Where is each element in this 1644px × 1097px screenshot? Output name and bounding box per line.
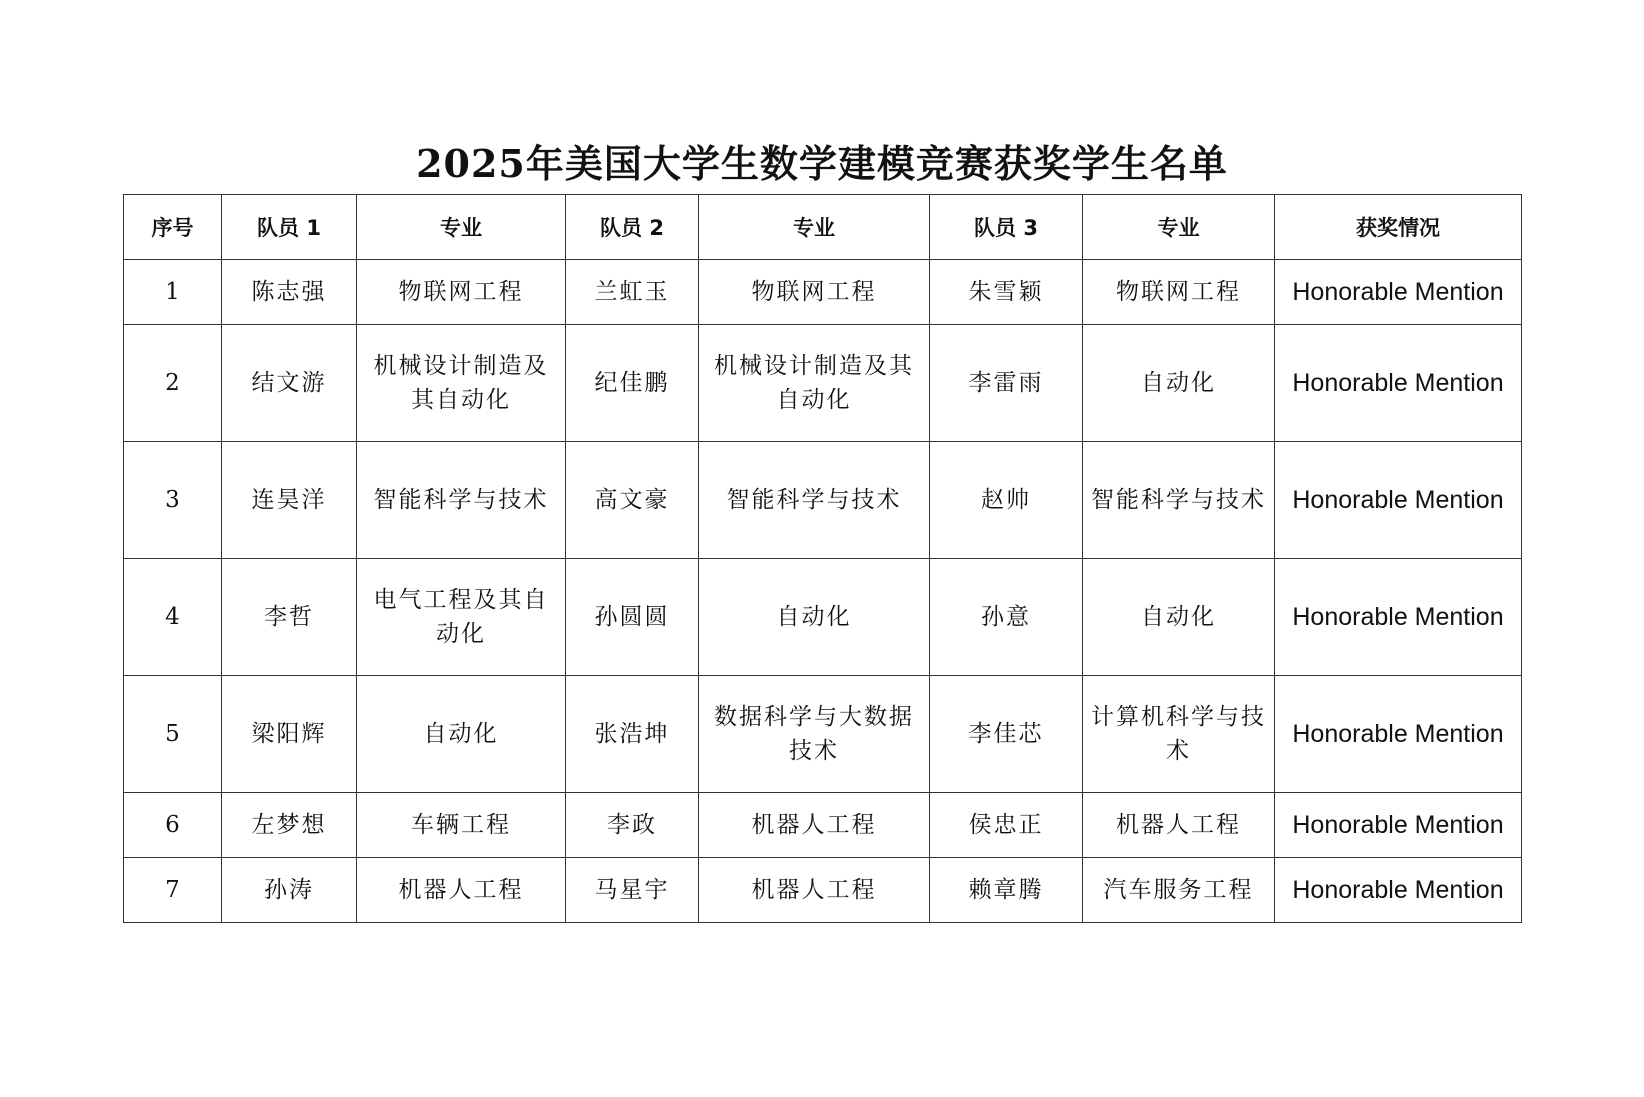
cell-member-3: 李佳芯 (930, 676, 1083, 793)
cell-major-2: 物联网工程 (699, 260, 930, 325)
cell-member-3: 孙意 (930, 559, 1083, 676)
cell-member-2: 纪佳鹏 (566, 325, 699, 442)
cell-member-3: 侯忠正 (930, 793, 1083, 858)
cell-member-2: 孙圆圆 (566, 559, 699, 676)
cell-major-3: 物联网工程 (1083, 260, 1275, 325)
cell-index: 6 (124, 793, 222, 858)
cell-major-2: 机械设计制造及其自动化 (699, 325, 930, 442)
cell-member-1: 陈志强 (222, 260, 357, 325)
cell-member-1: 左梦想 (222, 793, 357, 858)
cell-award: Honorable Mention (1275, 325, 1522, 442)
cell-index: 3 (124, 442, 222, 559)
cell-major-2: 机器人工程 (699, 793, 930, 858)
cell-award: Honorable Mention (1275, 442, 1522, 559)
cell-major-2: 自动化 (699, 559, 930, 676)
cell-member-1: 结文游 (222, 325, 357, 442)
table-row (124, 260, 1522, 325)
cell-major-3: 自动化 (1083, 325, 1275, 442)
cell-member-1: 梁阳辉 (222, 676, 357, 793)
cell-award: Honorable Mention (1275, 793, 1522, 858)
cell-award: Honorable Mention (1275, 676, 1522, 793)
header-index: 序号 (124, 195, 222, 260)
table-row (124, 858, 1522, 923)
cell-member-2: 高文豪 (566, 442, 699, 559)
cell-member-3: 朱雪颖 (930, 260, 1083, 325)
cell-major-3: 智能科学与技术 (1083, 442, 1275, 559)
cell-member-3: 赖章腾 (930, 858, 1083, 923)
cell-member-1: 连昊洋 (222, 442, 357, 559)
cell-member-2: 马星宇 (566, 858, 699, 923)
cell-index: 7 (124, 858, 222, 923)
document-title: 2025年美国大学生数学建模竞赛获奖学生名单 (416, 141, 1228, 186)
cell-major-2: 智能科学与技术 (699, 442, 930, 559)
cell-index: 1 (124, 260, 222, 325)
header-member-2: 队员 2 (566, 195, 699, 260)
cell-member-1: 李哲 (222, 559, 357, 676)
cell-member-3: 李雷雨 (930, 325, 1083, 442)
table-row (124, 559, 1522, 676)
header-award: 获奖情况 (1275, 195, 1522, 260)
cell-award: Honorable Mention (1275, 260, 1522, 325)
cell-major-1: 车辆工程 (357, 793, 566, 858)
cell-index: 4 (124, 559, 222, 676)
cell-major-3: 自动化 (1083, 559, 1275, 676)
cell-index: 5 (124, 676, 222, 793)
cell-major-1: 智能科学与技术 (357, 442, 566, 559)
cell-major-1: 机器人工程 (357, 858, 566, 923)
table-row (124, 442, 1522, 559)
cell-major-1: 电气工程及其自动化 (357, 559, 566, 676)
award-list-table (123, 194, 1522, 923)
cell-member-2: 兰虹玉 (566, 260, 699, 325)
cell-member-2: 张浩坤 (566, 676, 699, 793)
cell-member-2: 李政 (566, 793, 699, 858)
cell-award: Honorable Mention (1275, 858, 1522, 923)
table-row (124, 325, 1522, 442)
cell-major-3: 机器人工程 (1083, 793, 1275, 858)
cell-major-2: 机器人工程 (699, 858, 930, 923)
cell-major-2: 数据科学与大数据技术 (699, 676, 930, 793)
header-major-2: 专业 (699, 195, 930, 260)
cell-member-1: 孙涛 (222, 858, 357, 923)
cell-member-3: 赵帅 (930, 442, 1083, 559)
header-member-3: 队员 3 (930, 195, 1083, 260)
table-row (124, 676, 1522, 793)
cell-major-1: 自动化 (357, 676, 566, 793)
header-member-1: 队员 1 (222, 195, 357, 260)
cell-major-3: 汽车服务工程 (1083, 858, 1275, 923)
table-row (124, 793, 1522, 858)
cell-index: 2 (124, 325, 222, 442)
cell-award: Honorable Mention (1275, 559, 1522, 676)
cell-major-1: 机械设计制造及其自动化 (357, 325, 566, 442)
cell-major-3: 计算机科学与技术 (1083, 676, 1275, 793)
cell-major-1: 物联网工程 (357, 260, 566, 325)
table-header-row (124, 195, 1522, 260)
header-major-1: 专业 (357, 195, 566, 260)
header-major-3: 专业 (1083, 195, 1275, 260)
